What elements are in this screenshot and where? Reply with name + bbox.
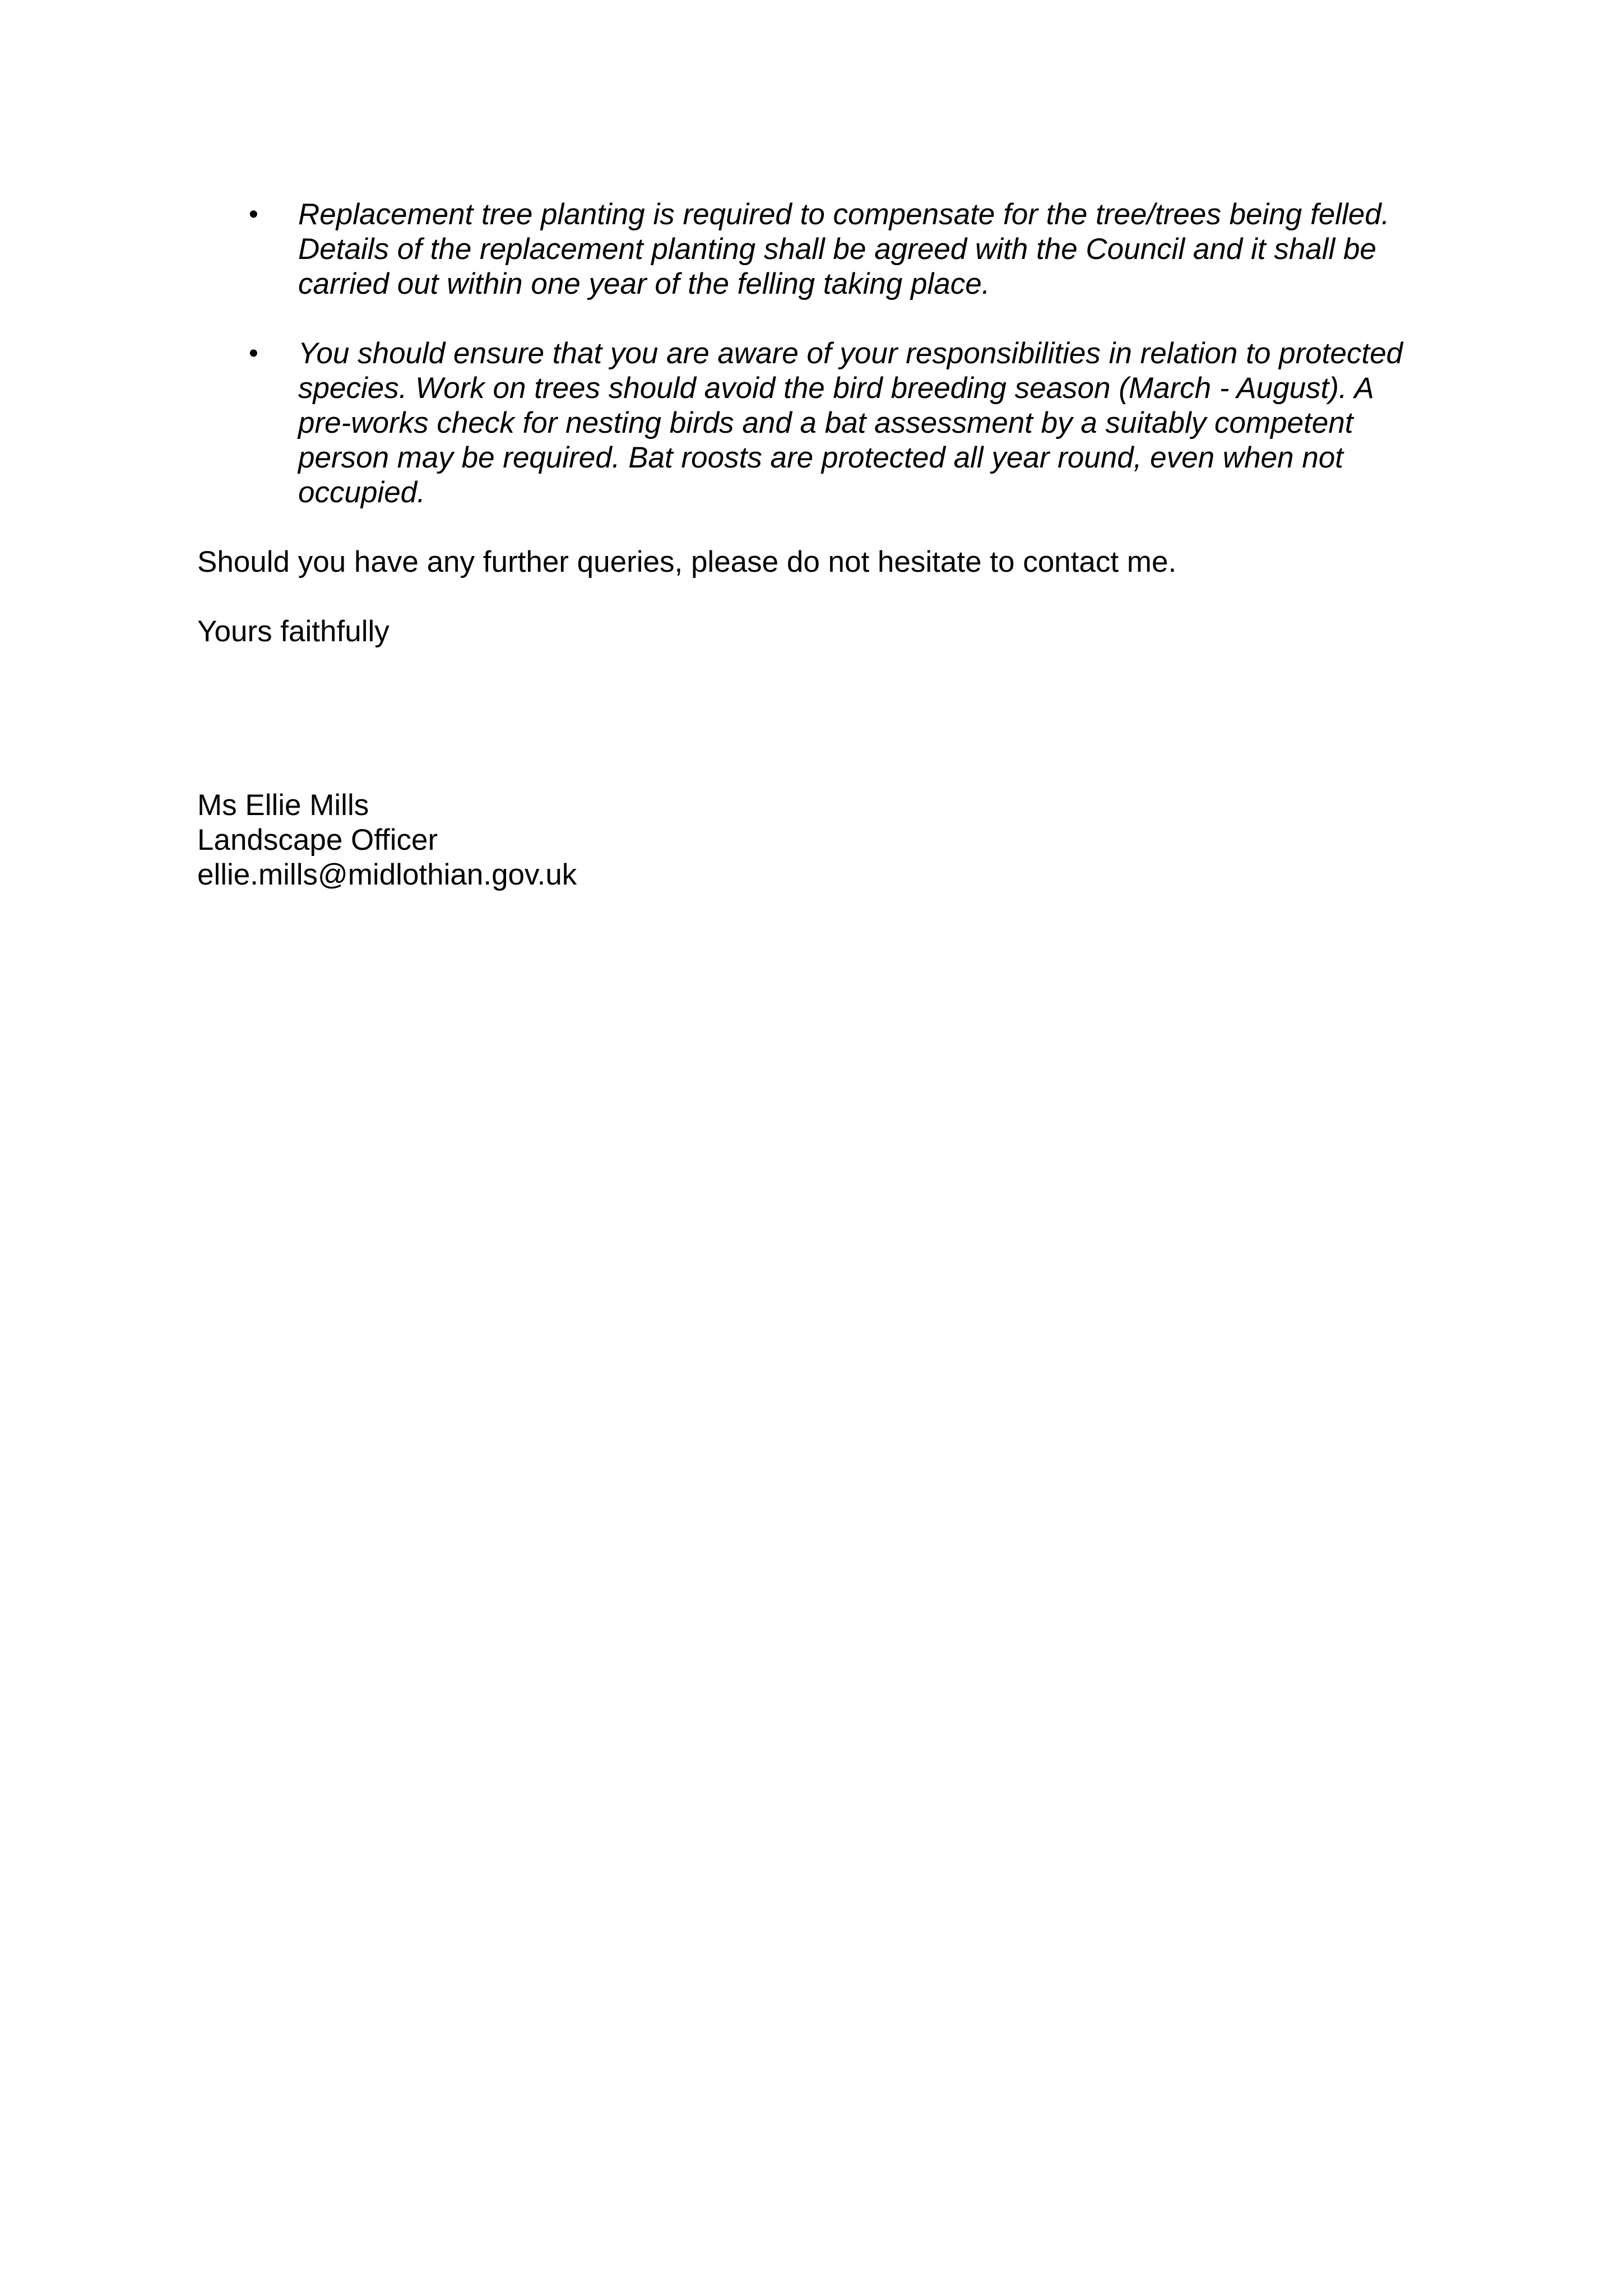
list-item — [197, 336, 1458, 510]
signatory-role: Landscape Officer — [197, 823, 438, 857]
conditions-list — [197, 197, 1458, 510]
signatory-name: Ms Ellie Mills — [197, 789, 369, 822]
closing-paragraph: Should you have any further queries, please do not hesitate to contact me. — [197, 545, 1177, 578]
signature-space — [197, 684, 1458, 788]
list-item — [197, 197, 1458, 302]
signatory-email: ellie.mills@midlothian.gov.uk — [197, 858, 577, 891]
sign-off: Yours faithfully — [197, 615, 389, 648]
protected-species-note: You should ensure that you are aware of your responsibilities in relation to protected species. Work on trees should avoid the bird breeding season (March - August). A pre-works check for nesting birds and a bat assessment by a suitably competent person may be required. Bat roosts are protected all year round, even when not occupied. — [298, 337, 1403, 509]
replacement-planting-note: Replacement tree planting is required to compensate for the tree/trees being felled. Details of the replacement planting shall be agreed with the Council and it shall be carried out within one year of the felling taking place. — [298, 198, 1390, 300]
bullet-icon: • — [249, 339, 258, 368]
signature-block — [197, 788, 1458, 892]
bullet-icon: • — [249, 200, 258, 229]
letter-body — [197, 197, 1458, 892]
